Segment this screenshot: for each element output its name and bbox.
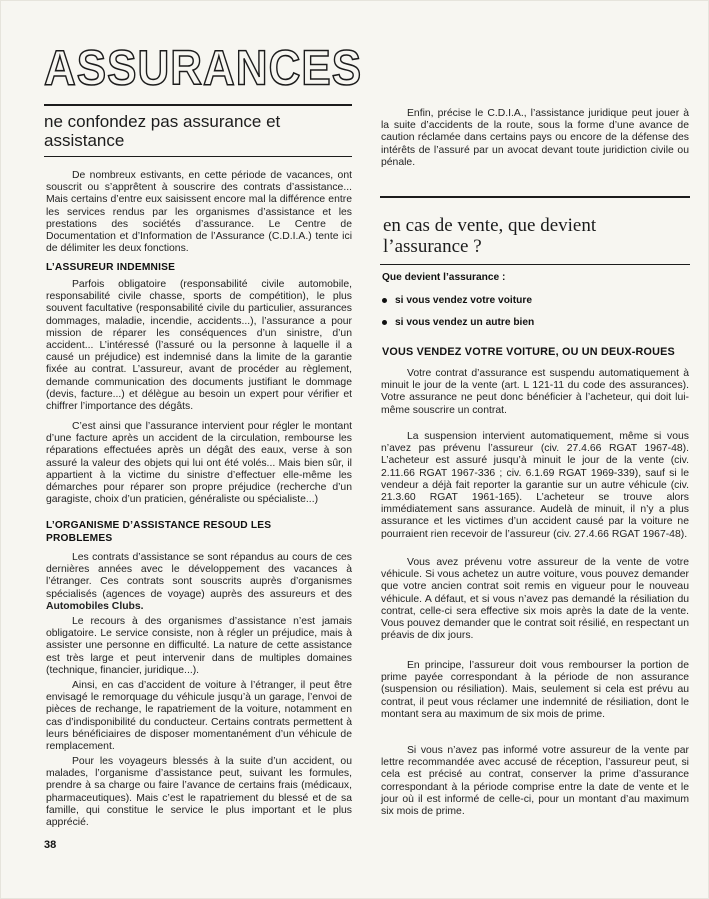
automobiles-clubs-text: Automobiles Clubs. <box>46 600 144 612</box>
paragraph-vente-3: Vous avez prévenu votre assureur de la vente de votre véhicule. Si vous achetez un autre voiture, vous pouvez demander que votre ancien contrat soit remis en vigueur pour le nouveau véhicule. A défaut, et si vous n’avez pas demandé la résiliation du contrat, celle-ci sera effective six mois après la date de la vente. Vous pouvez demander que le contrat soit résilié, en respectant un préavis de dix jours. <box>381 557 689 642</box>
paragraph-assistance-2: Le recours à des organismes d’assistance n’est jamais obligatoire. Le service consiste, non à régler un préjudice, mais à assister une personne en difficulté. La nature de cette assistance est très large et peut intervenir dans de multiples domaines (technique, financier, juridique...). <box>46 616 352 676</box>
left-article-title: ne confondez pas assurance et assistance <box>44 112 281 150</box>
paragraph-vente-1: Votre contrat d’assurance est suspendu automatiquement à minuit le jour de la vente (art. L 121-11 du code des assurances). Votre assurance ne peut donc bénéficier à l’acheteur, qui doit lui-même souscrire un contrat. <box>381 368 689 416</box>
paragraph-assistance-3: Ainsi, en cas d’accident de voiture à l’étranger, il peut être envisagé le remorquage du véhicule jusqu’à un garage, l’envoi de pièces de rechange, le rapatriement de la voiture, notamment en cas d’indisponibilité du conducteur. Certains contrats permettent à leurs bénéficiaires de disposer momentanément d’un véhicule de remplacement. <box>46 680 352 753</box>
question-heading: Que devient l’assurance : <box>382 272 506 283</box>
paragraph-assistance-1 <box>46 552 352 613</box>
bullet-voiture-label: si vous vendez votre voiture <box>395 295 533 306</box>
paragraph-assureur-1: Parfois obligatoire (responsabilité civile automobile, responsabilité civile chasse, sports de compétition), le plus souvent facultative (responsabilité civile du particulier, assurances dommages, maladie, incendie, accidents...), l’assurance a pour mission de réparer les conséquences d’un sinistre, d’un accident... L’intéressé (l’assuré ou la personne à laquelle il a causé un préjudice) est indemnisé dans la limite de la garantie fixée au contrat. L’assureur, avant de procéder au règlement, demande communication des documents justifiant le dommage (devis, facture...) et délègue au besoin un expert pour vérifier et chiffrer l’importance des dégâts. <box>46 279 352 413</box>
bullet-dot-icon <box>382 298 387 303</box>
right-title-rule-bottom <box>380 264 690 265</box>
right-title-rule-top <box>380 196 690 198</box>
paragraph-vente-4: En principe, l’assureur doit vous rembourser la portion de prime payée correspondant à la période de non assurance (suspension ou résiliation). Mais, seulement si cela est prévu au contrat, il peut vous réclamer une indemnité de résiliation, dont le montant sera au maximum de six mois de prime. <box>381 660 689 720</box>
paragraph-assureur-2: C’est ainsi que l’assurance intervient pour régler le montant d’une facture après un accident de la circulation, rembourse les réparations effectuées après un dégât des eaux, verse à son assuré la valeur des objets qui lui ont été volés... Mais bien sûr, il appartient à la victime du sinistre d’effectuer elle-même les démarches pour réparer son propre préjudice (recherche d’un garagiste, choix d’un praticien, généraliste ou spécialiste...) <box>46 421 352 506</box>
bullet-dot-icon <box>382 320 387 325</box>
bullet-autre-bien-label: si vous vendez un autre bien <box>395 317 535 328</box>
page-number: 38 <box>44 839 57 851</box>
section-heading-assureur: L’ASSUREUR INDEMNISE <box>46 262 176 273</box>
paragraph-assistance-4: Pour les voyageurs blessés à la suite d’un accident, ou malades, l’organisme d’assistance peut, suivant les formules, prendre à sa charge ou faire l’avance de certains frais (médicaux, pharmaceutiques). Mais c’est le rapatriement du blessé et de sa famille, qui constitue le service le plus important et le plus apprécié. <box>46 756 352 829</box>
paragraph-juridique: Enfin, précise le C.D.I.A., l’assistance juridique peut jouer à la suite d’accidents de la route, sous la forme d’une avance de caution réclamée dans certains pays ou encore de la défense des intérêts de l’assuré par un avocat devant toute juridiction civile ou pénale. <box>381 108 689 168</box>
title-rule-bottom <box>44 156 352 157</box>
paragraph-vente-5: Si vous n’avez pas informé votre assureur de la vente par lettre recommandée avec accusé de réception, l’assureur peut, si cela est précisé au contrat, conserver la prime d’assurance correspondant à la période comprise entre la date de vente et le jour où il est informé de celle-ci, pour un montant d’au maximum six mois de prime. <box>381 745 689 818</box>
intro-paragraph: De nombreux estivants, en cette période de vacances, ont souscrit ou s’apprêtent à souscrire des contrats d’assistance... Mais certains d’entre eux saisissent encore mal la différence entre les services rendus par les organismes d’assistance et les prestations des sociétés d’assurance. Le Centre de Documentation et d’Information de l’Assurance (C.D.I.A.) tente ici de délimiter les deux fonctions. <box>46 170 352 255</box>
right-article-title: en cas de vente, que devient l’assurance ? <box>383 215 597 257</box>
bullet-voiture <box>382 295 532 306</box>
bullet-autre-bien <box>382 317 534 328</box>
paragraph-vente-2: La suspension intervient automatiquement, même si vous n’avez pas prévenu l’assureur (civ. 27.4.66 RGAT 1967-48). L’acheteur est assuré jusqu’à minuit le jour de la vente (civ. 2.11.66 RGAT 1967-336 ; civ. 6.1.69 RGAT 1969-339), sauf si le vendeur a déjà fait reporter la garantie sur un autre véhicule (civ. 21.3.60 RGAT 1961-165). L’acheteur se trouve alors immédiatement sans assurance. Audelà de minuit, il n’y a plus assurance et les victimes d’un accident causé par la voiture ne pourraient rien recevoir de l’assureur (civ. 27.4.66 RGAT 1967-48). <box>381 431 689 540</box>
paragraph-assistance-1-text: Les contrats d’assistance se sont répandus au cours de ces dernières années avec le développement des vacances à l’étranger. Ces contrats sont souscrits auprès d’organismes spécialisés (agences de voyage) auprès des assureurs et des <box>46 552 352 600</box>
section-heading-voiture: VOUS VENDEZ VOTRE VOITURE, OU UN DEUX-ROUES <box>382 346 675 358</box>
section-banner: ASSURANCES <box>44 40 363 96</box>
section-heading-assistance: L’ORGANISME D’ASSISTANCE RESOUD LES PROBLEMES <box>46 520 272 544</box>
title-rule-top <box>44 104 352 106</box>
